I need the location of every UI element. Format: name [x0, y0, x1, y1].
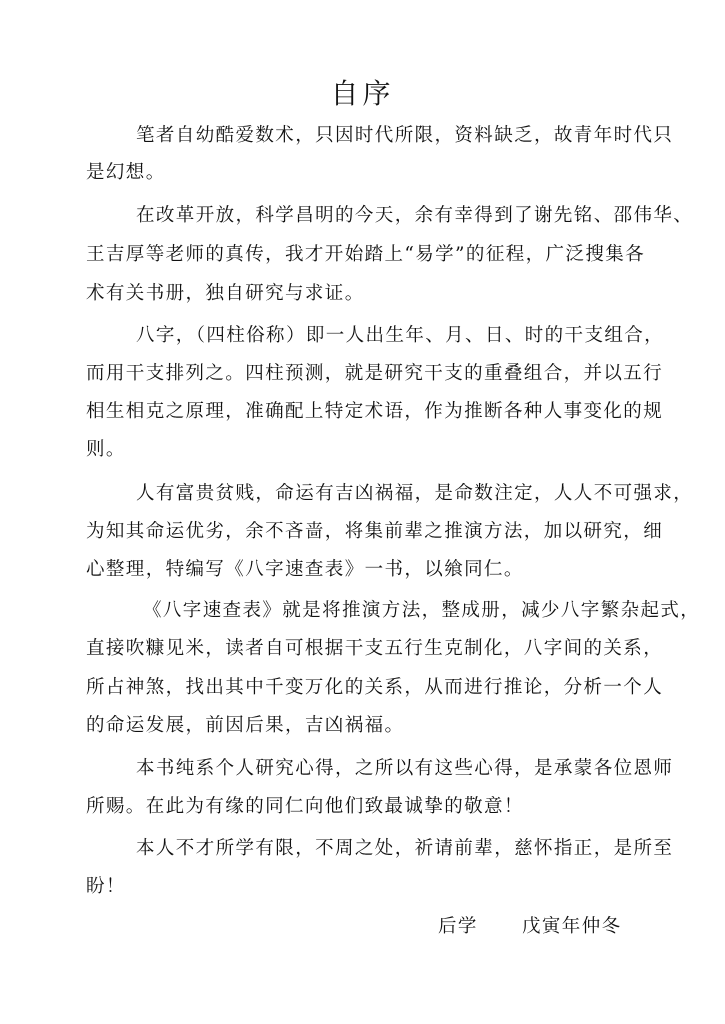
signature-label: 后学 — [438, 916, 478, 937]
text-line: 为知其命运优劣，余不吝啬，将集前辈之推演方法，加以研究，细 — [86, 521, 664, 542]
text-line: 在改革开放，科学昌明的今天，余有幸得到了谢先铭、邵伟华、 — [136, 205, 694, 226]
text-line: 本人不才所学有限，不周之处，祈请前辈，慈怀指正，是所至 — [136, 838, 674, 859]
signature-date: 戊寅年仲冬 — [522, 916, 622, 937]
text-line: 的命运发展，前因后果，吉凶祸福。 — [86, 715, 405, 736]
text-line: 王吉厚等老师的真传，我才开始踏上“易学”的征程，广泛搜集各 — [86, 244, 646, 265]
text-line: 术有关书册，独自研究与求证。 — [86, 283, 365, 304]
text-line: 盼！ — [86, 876, 126, 897]
text-line: 是幻想。 — [86, 162, 166, 183]
text-line: 八字，（四柱俗称）即一人出生年、月、日、时的干支组合， — [136, 325, 665, 346]
text-line: 则。 — [86, 439, 126, 460]
text-line: 而用干支排列之。四柱预测，就是研究干支的重叠组合，并以五行 — [86, 363, 664, 384]
text-line: 所占神煞，找出其中千变万化的关系，从而进行推论，分析一个人 — [86, 677, 664, 698]
text-line: 所赐。在此为有缘的同仁向他们致最诚挚的敬意！ — [86, 796, 524, 817]
text-line: 本书纯系个人研究心得，之所以有这些心得，是承蒙各位恩师 — [136, 758, 674, 779]
text-line: 相生相克之原理，准确配上特定术语，作为推断各种人事变化的规 — [86, 401, 664, 422]
text-line: 笔者自幼酷爱数术，只因时代所限，资料缺乏，故青年时代只 — [136, 125, 674, 146]
page-title: 自序 — [330, 77, 395, 110]
text-line: 人有富贵贫贱，命运有吉凶祸福，是命数注定，人人不可强求， — [136, 483, 694, 504]
text-line: 《八字速查表》就是将推演方法，整成册，减少八字繁杂起式， — [143, 600, 701, 621]
text-line: 直接吹糠见米，读者自可根据干支五行生克制化，八字间的关系， — [86, 638, 664, 659]
text-line: 心整理，特编写《八字速查表》一书，以飨同仁。 — [86, 559, 524, 580]
